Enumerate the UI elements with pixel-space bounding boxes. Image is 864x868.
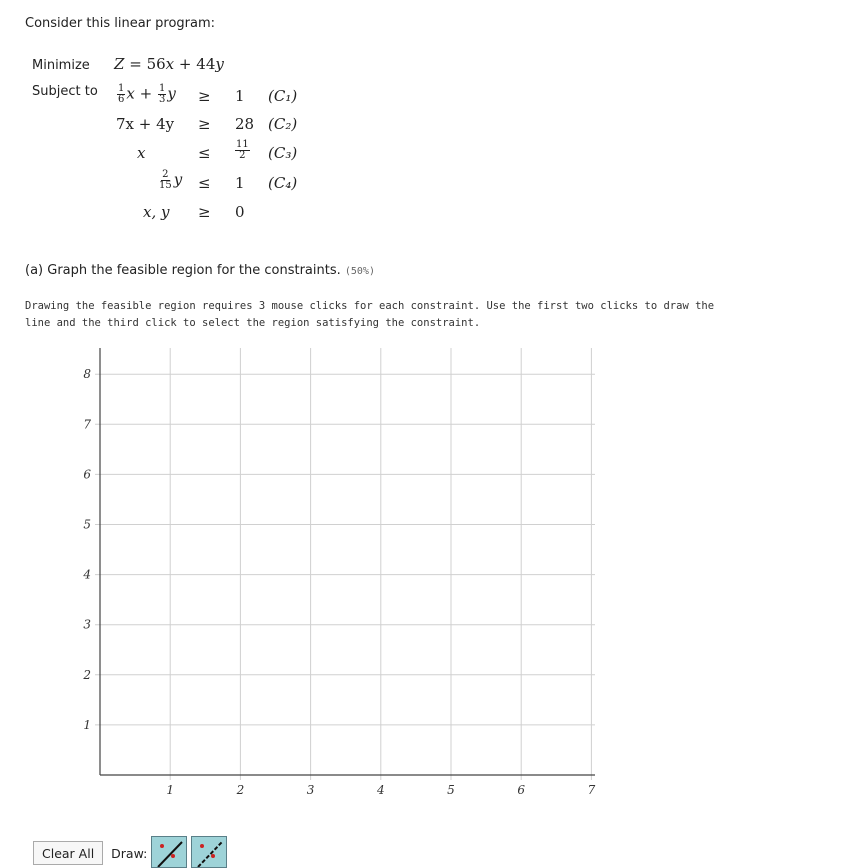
y-tick-label: 5 xyxy=(83,517,91,532)
nonneg-rhs: 0 xyxy=(235,203,245,221)
constraint-c2-name: (C₂) xyxy=(268,115,298,133)
constraint-c2-rhs: 28 xyxy=(235,115,255,133)
x-tick-label: 2 xyxy=(236,783,245,797)
drawing-instructions: Drawing the feasible region requires 3 mouse clicks for each constraint. Use the first two clicks to draw the line and the third click to select the region satisfying the constraint. xyxy=(25,300,715,329)
feasible-region-graph[interactable] xyxy=(60,340,620,810)
constraint-c3-rhs: $\frac{11}{2}$ xyxy=(236,139,249,161)
part-a-heading xyxy=(25,263,375,278)
constraint-c4-name: (C₄) xyxy=(268,174,298,192)
x-tick-label: 4 xyxy=(376,783,385,797)
x-tick-label: 3 xyxy=(306,783,315,797)
nonneg-lhs: x, y xyxy=(143,203,170,221)
constraint-c1-lhs: $\frac{1}{6}$ x + $\frac{1}{3}$ y xyxy=(118,83,176,105)
subject-to-label: Subject to xyxy=(32,84,98,99)
constraint-c1-name: (C₁) xyxy=(268,87,298,105)
x-tick-label: 6 xyxy=(517,783,526,797)
y-tick-label: 1 xyxy=(83,717,91,732)
y-tick-label: 8 xyxy=(83,367,91,382)
constraint-c2-op: ≥ xyxy=(198,115,211,133)
part-a-percent: (50%) xyxy=(344,266,375,277)
x-tick-label: 1 xyxy=(166,783,175,797)
y-tick-label: 6 xyxy=(83,467,91,482)
graph-area[interactable] xyxy=(60,340,620,814)
line-tool-icon xyxy=(152,837,186,867)
constraint-c4-lhs: $\frac{2}{15}$ y xyxy=(159,169,183,191)
draw-label: Draw: xyxy=(111,845,148,861)
controls-bar xyxy=(33,836,227,864)
intro-text: Consider this linear program: xyxy=(25,16,216,31)
y-tick-label: 2 xyxy=(83,667,91,682)
part-a-text: (a) Graph the feasible region for the constraints. xyxy=(25,263,341,278)
objective-function: Z = 56x + 44y xyxy=(114,55,224,73)
constraint-c1-op: ≥ xyxy=(198,87,211,105)
constraint-c3-name: (C₃) xyxy=(268,144,298,162)
y-tick-label: 3 xyxy=(83,617,91,632)
minimize-label: Minimize xyxy=(32,58,90,73)
y-tick-label: 7 xyxy=(83,417,91,432)
nonneg-op: ≥ xyxy=(198,203,211,221)
constraint-c1-rhs: 1 xyxy=(235,87,245,105)
constraint-c3-lhs: x xyxy=(137,144,146,162)
clear-all-button[interactable]: Clear All xyxy=(33,841,103,865)
region-tool-button[interactable] xyxy=(191,836,227,868)
constraint-c2-lhs: 7x + 4y xyxy=(116,115,175,133)
constraint-c4-op: ≤ xyxy=(198,174,211,192)
x-tick-label: 7 xyxy=(587,783,596,797)
constraint-c4-rhs: 1 xyxy=(235,174,245,192)
region-tool-icon xyxy=(192,837,226,867)
y-tick-label: 4 xyxy=(83,567,91,582)
line-tool-button[interactable] xyxy=(151,836,187,868)
x-tick-label: 5 xyxy=(447,783,455,797)
constraint-c3-op: ≤ xyxy=(198,144,211,162)
